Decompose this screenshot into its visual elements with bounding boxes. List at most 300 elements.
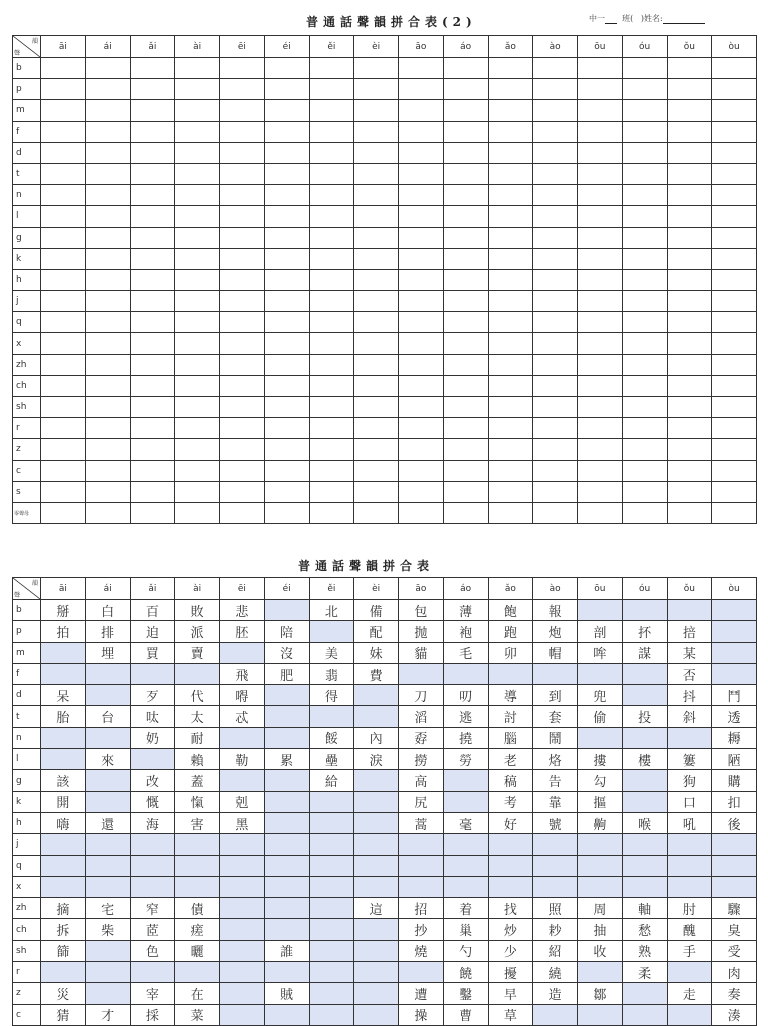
answer-cell[interactable] — [622, 142, 667, 163]
answer-cell[interactable] — [220, 142, 265, 163]
answer-cell[interactable] — [175, 79, 220, 100]
answer-cell[interactable] — [488, 375, 533, 396]
answer-cell[interactable] — [399, 397, 444, 418]
answer-cell[interactable] — [533, 100, 578, 121]
answer-cell[interactable] — [354, 269, 399, 290]
answer-cell[interactable] — [533, 58, 578, 79]
answer-cell[interactable] — [41, 481, 86, 502]
answer-cell[interactable] — [220, 100, 265, 121]
answer-cell[interactable] — [533, 333, 578, 354]
answer-cell[interactable] — [220, 79, 265, 100]
answer-cell[interactable] — [354, 142, 399, 163]
answer-cell[interactable] — [264, 333, 309, 354]
answer-cell[interactable] — [175, 397, 220, 418]
answer-cell[interactable] — [41, 79, 86, 100]
answer-cell[interactable] — [175, 185, 220, 206]
answer-cell[interactable] — [309, 142, 354, 163]
answer-cell[interactable] — [41, 291, 86, 312]
answer-cell[interactable] — [399, 100, 444, 121]
answer-cell[interactable] — [712, 439, 757, 460]
answer-cell[interactable] — [130, 397, 175, 418]
answer-cell[interactable] — [85, 354, 130, 375]
answer-cell[interactable] — [175, 418, 220, 439]
answer-cell[interactable] — [578, 354, 623, 375]
answer-cell[interactable] — [399, 312, 444, 333]
answer-cell[interactable] — [667, 206, 712, 227]
answer-cell[interactable] — [533, 79, 578, 100]
answer-cell[interactable] — [667, 460, 712, 481]
answer-cell[interactable] — [130, 163, 175, 184]
answer-cell[interactable] — [354, 375, 399, 396]
answer-cell[interactable] — [578, 333, 623, 354]
answer-cell[interactable] — [399, 291, 444, 312]
answer-cell[interactable] — [443, 227, 488, 248]
answer-cell[interactable] — [712, 375, 757, 396]
answer-cell[interactable] — [399, 481, 444, 502]
answer-cell[interactable] — [175, 100, 220, 121]
answer-cell[interactable] — [220, 312, 265, 333]
answer-cell[interactable] — [667, 58, 712, 79]
answer-cell[interactable] — [578, 460, 623, 481]
answer-cell[interactable] — [443, 354, 488, 375]
answer-cell[interactable] — [443, 121, 488, 142]
answer-cell[interactable] — [622, 185, 667, 206]
answer-cell[interactable] — [264, 269, 309, 290]
answer-cell[interactable] — [264, 121, 309, 142]
answer-cell[interactable] — [622, 227, 667, 248]
answer-cell[interactable] — [443, 185, 488, 206]
answer-cell[interactable] — [712, 397, 757, 418]
answer-cell[interactable] — [220, 502, 265, 523]
answer-cell[interactable] — [443, 397, 488, 418]
answer-cell[interactable] — [399, 142, 444, 163]
answer-cell[interactable] — [220, 481, 265, 502]
answer-cell[interactable] — [667, 142, 712, 163]
answer-cell[interactable] — [41, 100, 86, 121]
answer-cell[interactable] — [309, 502, 354, 523]
answer-cell[interactable] — [264, 502, 309, 523]
name-blank[interactable] — [663, 23, 705, 24]
answer-cell[interactable] — [622, 397, 667, 418]
answer-cell[interactable] — [667, 333, 712, 354]
answer-cell[interactable] — [488, 502, 533, 523]
answer-cell[interactable] — [41, 502, 86, 523]
answer-cell[interactable] — [533, 291, 578, 312]
answer-cell[interactable] — [130, 291, 175, 312]
answer-cell[interactable] — [309, 333, 354, 354]
answer-cell[interactable] — [175, 333, 220, 354]
answer-cell[interactable] — [309, 121, 354, 142]
answer-cell[interactable] — [130, 333, 175, 354]
answer-cell[interactable] — [443, 269, 488, 290]
answer-cell[interactable] — [85, 481, 130, 502]
answer-cell[interactable] — [533, 206, 578, 227]
answer-cell[interactable] — [354, 227, 399, 248]
answer-cell[interactable] — [533, 460, 578, 481]
answer-cell[interactable] — [622, 79, 667, 100]
answer-cell[interactable] — [220, 418, 265, 439]
answer-cell[interactable] — [85, 375, 130, 396]
answer-cell[interactable] — [712, 418, 757, 439]
answer-cell[interactable] — [85, 269, 130, 290]
answer-cell[interactable] — [488, 227, 533, 248]
answer-cell[interactable] — [488, 333, 533, 354]
answer-cell[interactable] — [85, 79, 130, 100]
answer-cell[interactable] — [399, 354, 444, 375]
answer-cell[interactable] — [220, 460, 265, 481]
answer-cell[interactable] — [41, 397, 86, 418]
answer-cell[interactable] — [712, 481, 757, 502]
answer-cell[interactable] — [175, 58, 220, 79]
answer-cell[interactable] — [578, 418, 623, 439]
answer-cell[interactable] — [354, 481, 399, 502]
answer-cell[interactable] — [309, 460, 354, 481]
answer-cell[interactable] — [85, 121, 130, 142]
answer-cell[interactable] — [443, 248, 488, 269]
answer-cell[interactable] — [399, 269, 444, 290]
answer-cell[interactable] — [667, 418, 712, 439]
answer-cell[interactable] — [622, 206, 667, 227]
answer-cell[interactable] — [488, 354, 533, 375]
answer-cell[interactable] — [443, 79, 488, 100]
answer-cell[interactable] — [130, 460, 175, 481]
answer-cell[interactable] — [443, 375, 488, 396]
answer-cell[interactable] — [712, 312, 757, 333]
answer-cell[interactable] — [175, 248, 220, 269]
answer-cell[interactable] — [667, 185, 712, 206]
answer-cell[interactable] — [533, 269, 578, 290]
answer-cell[interactable] — [264, 142, 309, 163]
answer-cell[interactable] — [130, 227, 175, 248]
answer-cell[interactable] — [85, 460, 130, 481]
answer-cell[interactable] — [712, 142, 757, 163]
answer-cell[interactable] — [578, 291, 623, 312]
answer-cell[interactable] — [533, 354, 578, 375]
answer-cell[interactable] — [309, 375, 354, 396]
answer-cell[interactable] — [354, 312, 399, 333]
answer-cell[interactable] — [622, 418, 667, 439]
answer-cell[interactable] — [309, 291, 354, 312]
answer-cell[interactable] — [41, 354, 86, 375]
answer-cell[interactable] — [667, 79, 712, 100]
answer-cell[interactable] — [533, 185, 578, 206]
answer-cell[interactable] — [354, 460, 399, 481]
answer-cell[interactable] — [667, 269, 712, 290]
answer-cell[interactable] — [85, 333, 130, 354]
answer-cell[interactable] — [264, 460, 309, 481]
answer-cell[interactable] — [622, 248, 667, 269]
answer-cell[interactable] — [41, 312, 86, 333]
answer-cell[interactable] — [712, 58, 757, 79]
answer-cell[interactable] — [41, 460, 86, 481]
answer-cell[interactable] — [488, 206, 533, 227]
answer-cell[interactable] — [175, 206, 220, 227]
answer-cell[interactable] — [712, 163, 757, 184]
answer-cell[interactable] — [175, 142, 220, 163]
answer-cell[interactable] — [399, 460, 444, 481]
answer-cell[interactable] — [488, 185, 533, 206]
answer-cell[interactable] — [85, 206, 130, 227]
answer-cell[interactable] — [622, 502, 667, 523]
answer-cell[interactable] — [309, 206, 354, 227]
answer-cell[interactable] — [667, 481, 712, 502]
answer-cell[interactable] — [443, 312, 488, 333]
answer-cell[interactable] — [220, 375, 265, 396]
answer-cell[interactable] — [85, 227, 130, 248]
answer-cell[interactable] — [443, 439, 488, 460]
answer-cell[interactable] — [443, 481, 488, 502]
answer-cell[interactable] — [354, 502, 399, 523]
answer-cell[interactable] — [130, 248, 175, 269]
answer-cell[interactable] — [130, 185, 175, 206]
answer-cell[interactable] — [578, 121, 623, 142]
answer-cell[interactable] — [488, 460, 533, 481]
answer-cell[interactable] — [130, 312, 175, 333]
answer-cell[interactable] — [309, 397, 354, 418]
answer-cell[interactable] — [488, 481, 533, 502]
answer-cell[interactable] — [85, 58, 130, 79]
answer-cell[interactable] — [175, 269, 220, 290]
answer-cell[interactable] — [309, 481, 354, 502]
answer-cell[interactable] — [41, 269, 86, 290]
answer-cell[interactable] — [85, 185, 130, 206]
answer-cell[interactable] — [488, 248, 533, 269]
answer-cell[interactable] — [85, 502, 130, 523]
answer-cell[interactable] — [41, 418, 86, 439]
answer-cell[interactable] — [667, 291, 712, 312]
answer-cell[interactable] — [309, 312, 354, 333]
answer-cell[interactable] — [309, 163, 354, 184]
answer-cell[interactable] — [667, 100, 712, 121]
answer-cell[interactable] — [220, 206, 265, 227]
answer-cell[interactable] — [354, 185, 399, 206]
answer-cell[interactable] — [622, 333, 667, 354]
answer-cell[interactable] — [399, 79, 444, 100]
answer-cell[interactable] — [130, 79, 175, 100]
answer-cell[interactable] — [130, 439, 175, 460]
answer-cell[interactable] — [622, 312, 667, 333]
answer-cell[interactable] — [175, 439, 220, 460]
answer-cell[interactable] — [354, 291, 399, 312]
answer-cell[interactable] — [667, 163, 712, 184]
answer-cell[interactable] — [443, 58, 488, 79]
answer-cell[interactable] — [354, 354, 399, 375]
answer-cell[interactable] — [309, 100, 354, 121]
answer-cell[interactable] — [578, 269, 623, 290]
answer-cell[interactable] — [667, 439, 712, 460]
answer-cell[interactable] — [85, 418, 130, 439]
answer-cell[interactable] — [264, 227, 309, 248]
answer-cell[interactable] — [399, 375, 444, 396]
answer-cell[interactable] — [488, 163, 533, 184]
answer-cell[interactable] — [399, 121, 444, 142]
answer-cell[interactable] — [264, 439, 309, 460]
answer-cell[interactable] — [354, 248, 399, 269]
answer-cell[interactable] — [712, 100, 757, 121]
answer-cell[interactable] — [443, 163, 488, 184]
answer-cell[interactable] — [578, 227, 623, 248]
answer-cell[interactable] — [264, 185, 309, 206]
answer-cell[interactable] — [533, 502, 578, 523]
answer-cell[interactable] — [443, 333, 488, 354]
answer-cell[interactable] — [354, 397, 399, 418]
answer-cell[interactable] — [578, 163, 623, 184]
answer-cell[interactable] — [578, 312, 623, 333]
answer-cell[interactable] — [264, 206, 309, 227]
answer-cell[interactable] — [309, 269, 354, 290]
answer-cell[interactable] — [488, 418, 533, 439]
answer-cell[interactable] — [667, 121, 712, 142]
answer-cell[interactable] — [443, 206, 488, 227]
answer-cell[interactable] — [488, 100, 533, 121]
answer-cell[interactable] — [533, 121, 578, 142]
answer-cell[interactable] — [130, 481, 175, 502]
answer-cell[interactable] — [354, 121, 399, 142]
answer-cell[interactable] — [578, 185, 623, 206]
answer-cell[interactable] — [41, 439, 86, 460]
answer-cell[interactable] — [130, 269, 175, 290]
answer-cell[interactable] — [309, 227, 354, 248]
answer-cell[interactable] — [220, 439, 265, 460]
answer-cell[interactable] — [622, 269, 667, 290]
answer-cell[interactable] — [309, 418, 354, 439]
answer-cell[interactable] — [130, 206, 175, 227]
answer-cell[interactable] — [399, 163, 444, 184]
answer-cell[interactable] — [220, 354, 265, 375]
answer-cell[interactable] — [443, 291, 488, 312]
answer-cell[interactable] — [622, 121, 667, 142]
answer-cell[interactable] — [622, 291, 667, 312]
answer-cell[interactable] — [399, 248, 444, 269]
answer-cell[interactable] — [309, 58, 354, 79]
answer-cell[interactable] — [399, 206, 444, 227]
answer-cell[interactable] — [85, 397, 130, 418]
answer-cell[interactable] — [622, 439, 667, 460]
answer-cell[interactable] — [578, 79, 623, 100]
answer-cell[interactable] — [354, 333, 399, 354]
answer-cell[interactable] — [309, 185, 354, 206]
answer-cell[interactable] — [85, 142, 130, 163]
answer-cell[interactable] — [41, 333, 86, 354]
answer-cell[interactable] — [533, 312, 578, 333]
answer-cell[interactable] — [578, 502, 623, 523]
answer-cell[interactable] — [264, 79, 309, 100]
answer-cell[interactable] — [712, 248, 757, 269]
answer-cell[interactable] — [41, 121, 86, 142]
answer-cell[interactable] — [130, 354, 175, 375]
answer-cell[interactable] — [443, 418, 488, 439]
answer-cell[interactable] — [443, 460, 488, 481]
answer-cell[interactable] — [175, 227, 220, 248]
answer-cell[interactable] — [488, 269, 533, 290]
answer-cell[interactable] — [533, 439, 578, 460]
answer-cell[interactable] — [399, 185, 444, 206]
answer-cell[interactable] — [443, 100, 488, 121]
answer-cell[interactable] — [309, 79, 354, 100]
answer-cell[interactable] — [309, 354, 354, 375]
answer-cell[interactable] — [130, 100, 175, 121]
answer-cell[interactable] — [85, 100, 130, 121]
answer-cell[interactable] — [264, 291, 309, 312]
answer-cell[interactable] — [399, 333, 444, 354]
answer-cell[interactable] — [622, 481, 667, 502]
answer-cell[interactable] — [533, 142, 578, 163]
answer-cell[interactable] — [578, 206, 623, 227]
answer-cell[interactable] — [220, 248, 265, 269]
answer-cell[interactable] — [264, 58, 309, 79]
answer-cell[interactable] — [264, 481, 309, 502]
answer-cell[interactable] — [220, 291, 265, 312]
answer-cell[interactable] — [220, 397, 265, 418]
answer-cell[interactable] — [622, 58, 667, 79]
answer-cell[interactable] — [712, 460, 757, 481]
answer-cell[interactable] — [622, 163, 667, 184]
answer-cell[interactable] — [533, 397, 578, 418]
answer-cell[interactable] — [399, 58, 444, 79]
answer-cell[interactable] — [309, 248, 354, 269]
answer-cell[interactable] — [41, 375, 86, 396]
answer-cell[interactable] — [85, 248, 130, 269]
answer-cell[interactable] — [264, 375, 309, 396]
answer-cell[interactable] — [41, 248, 86, 269]
answer-cell[interactable] — [712, 502, 757, 523]
answer-cell[interactable] — [354, 418, 399, 439]
answer-cell[interactable] — [41, 185, 86, 206]
answer-cell[interactable] — [175, 460, 220, 481]
answer-cell[interactable] — [85, 439, 130, 460]
answer-cell[interactable] — [622, 354, 667, 375]
answer-cell[interactable] — [488, 121, 533, 142]
answer-cell[interactable] — [533, 481, 578, 502]
answer-cell[interactable] — [41, 206, 86, 227]
answer-cell[interactable] — [309, 439, 354, 460]
answer-cell[interactable] — [399, 502, 444, 523]
answer-cell[interactable] — [175, 375, 220, 396]
answer-cell[interactable] — [41, 227, 86, 248]
answer-cell[interactable] — [622, 460, 667, 481]
answer-cell[interactable] — [175, 481, 220, 502]
answer-cell[interactable] — [488, 142, 533, 163]
answer-cell[interactable] — [130, 142, 175, 163]
answer-cell[interactable] — [220, 185, 265, 206]
answer-cell[interactable] — [712, 227, 757, 248]
answer-cell[interactable] — [667, 354, 712, 375]
answer-cell[interactable] — [712, 206, 757, 227]
answer-cell[interactable] — [354, 79, 399, 100]
answer-cell[interactable] — [712, 79, 757, 100]
answer-cell[interactable] — [667, 248, 712, 269]
answer-cell[interactable] — [85, 312, 130, 333]
answer-cell[interactable] — [399, 227, 444, 248]
answer-cell[interactable] — [488, 79, 533, 100]
answer-cell[interactable] — [622, 100, 667, 121]
answer-cell[interactable] — [220, 227, 265, 248]
answer-cell[interactable] — [220, 58, 265, 79]
answer-cell[interactable] — [488, 439, 533, 460]
class-number-blank[interactable] — [605, 23, 617, 24]
answer-cell[interactable] — [264, 312, 309, 333]
answer-cell[interactable] — [443, 142, 488, 163]
answer-cell[interactable] — [712, 185, 757, 206]
answer-cell[interactable] — [175, 291, 220, 312]
answer-cell[interactable] — [175, 354, 220, 375]
answer-cell[interactable] — [354, 100, 399, 121]
answer-cell[interactable] — [488, 58, 533, 79]
answer-cell[interactable] — [712, 121, 757, 142]
answer-cell[interactable] — [578, 100, 623, 121]
answer-cell[interactable] — [220, 163, 265, 184]
answer-cell[interactable] — [667, 397, 712, 418]
